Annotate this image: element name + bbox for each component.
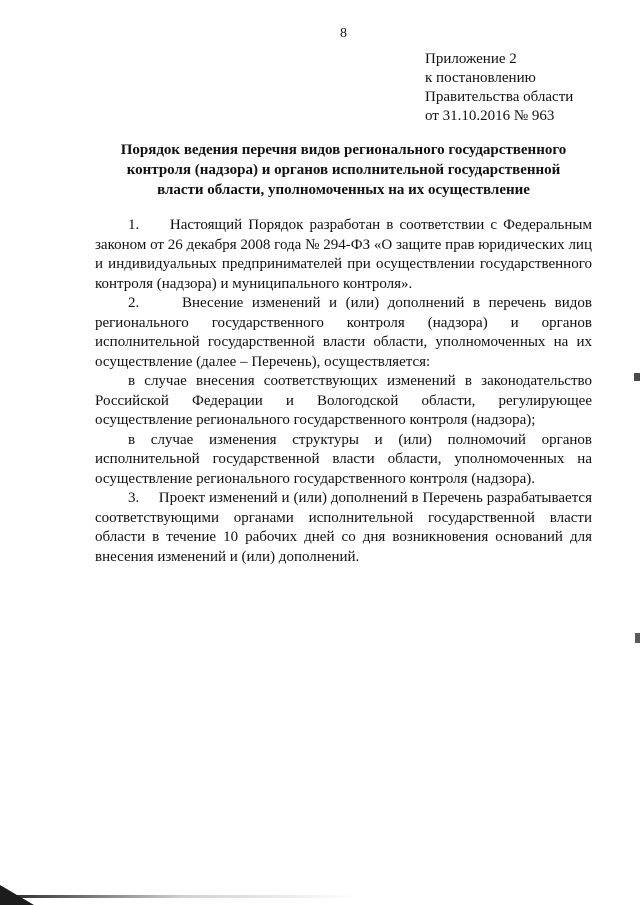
body-paragraph: 2. Внесение изменений и (или) дополнений в перечень видов регионального государственного контроля (надзора) и органов исполнительной государственной власти области, уполномоченных на их осуществление (далее – Перечень), осуществляется: [95,295,592,370]
appendix-header-line: от 31.10.2016 № 963 [425,108,555,124]
document-body [95,216,592,567]
scan-artifact-corner [0,885,34,905]
body-paragraph: 3. Проект изменений и (или) дополнений в Перечень разрабатывается соответствующими органами исполнительной государственной власти области в течение 10 рабочих дней со дня возникновения оснований для внесения изменений и (или) дополнений. [95,490,592,565]
appendix-header-line: Приложение 2 [425,51,517,67]
appendix-header-line: Правительства области [425,89,574,105]
appendix-header [425,50,592,126]
scan-artifact-right-top [634,373,640,381]
body-paragraph: в случае изменения структуры и (или) полномочий органов исполнительной государственной власти области, уполномоченных на осуществление регионального государственного контроля (надзора). [95,431,592,487]
appendix-header-line: к постановлению [425,70,536,86]
document-title: Порядок ведения перечня видов регионального государственного контроля (надзора) и органов исполнительной государственной власти области, уполномоченных на их осуществление [120,142,567,198]
scan-artifact-right-bottom [635,633,640,643]
body-paragraph: в случае внесения соответствующих изменений в законодательство Российской Федерации и Вологодской области, регулирующее осуществление регионального государственного контроля (надзора); [95,373,592,428]
scan-artifact-bottom-line [8,895,358,898]
body-paragraph: 1. Настоящий Порядок разработан в соответствии с Федеральным законом от 26 декабря 2008 года № 294-ФЗ «О защите прав юридических лиц и индивидуальных предпринимателей при осуществлении государственного контроля (надзора) и муниципального контроля». [95,217,592,292]
page-number: 8 [340,26,347,41]
